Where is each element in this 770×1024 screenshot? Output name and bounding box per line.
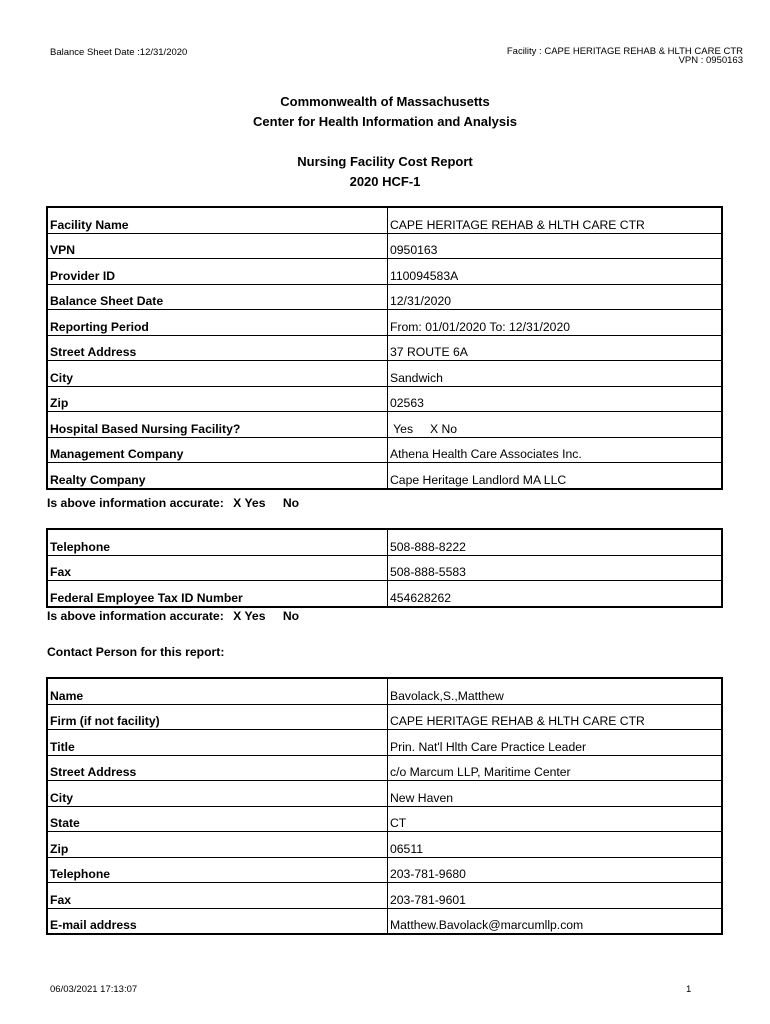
facility-row bbox=[47, 335, 722, 361]
contact-row bbox=[47, 781, 722, 807]
field-value: CAPE HERITAGE REHAB & HLTH CARE CTR bbox=[388, 207, 723, 233]
phone-row bbox=[47, 529, 722, 555]
field-value: Bavolack,S.,Matthew bbox=[388, 678, 723, 704]
facility-name-header: Facility : CAPE HERITAGE REHAB & HLTH CARE CTR bbox=[506, 46, 743, 57]
contact-heading: Contact Person for this report: bbox=[47, 645, 225, 659]
footer-timestamp: 06/03/2021 17:13:07 bbox=[50, 984, 138, 995]
contact-row bbox=[47, 755, 722, 781]
field-label: Balance Sheet Date bbox=[47, 284, 388, 310]
contact-row bbox=[47, 678, 722, 704]
field-label: Fax bbox=[47, 883, 388, 909]
field-label: Title bbox=[47, 730, 388, 756]
field-label: VPN bbox=[47, 233, 388, 259]
field-label: Zip bbox=[47, 386, 388, 412]
field-value: 06511 bbox=[388, 832, 723, 858]
accuracy-no: No bbox=[282, 496, 300, 510]
field-label: Fax bbox=[47, 555, 388, 581]
field-value: 203-781-9680 bbox=[388, 857, 723, 883]
contact-row bbox=[47, 883, 722, 909]
field-value: 454628262 bbox=[388, 581, 723, 607]
page-number: 1 bbox=[686, 984, 692, 995]
field-label: Facility Name bbox=[47, 207, 388, 233]
field-label: E-mail address bbox=[47, 908, 388, 934]
title-center: Center for Health Information and Analysis bbox=[253, 114, 517, 129]
facility-row bbox=[47, 412, 722, 438]
facility-row bbox=[47, 386, 722, 412]
field-value: From: 01/01/2020 To: 12/31/2020 bbox=[388, 310, 723, 336]
field-value: 0950163 bbox=[388, 233, 723, 259]
facility-info-table bbox=[46, 206, 723, 490]
field-value: New Haven bbox=[388, 781, 723, 807]
accuracy-note-2 bbox=[47, 609, 299, 623]
field-label: Hospital Based Nursing Facility? bbox=[47, 412, 388, 438]
title-report: Nursing Facility Cost Report bbox=[297, 154, 473, 169]
field-value: 110094583A bbox=[388, 259, 723, 285]
phone-row bbox=[47, 581, 722, 607]
field-value: 02563 bbox=[388, 386, 723, 412]
facility-row bbox=[47, 463, 722, 489]
field-label: Name bbox=[47, 678, 388, 704]
vpn-header: VPN : 0950163 bbox=[678, 55, 743, 66]
accuracy-no: No bbox=[282, 609, 300, 623]
field-label: Telephone bbox=[47, 857, 388, 883]
facility-row bbox=[47, 259, 722, 285]
contact-row bbox=[47, 908, 722, 934]
accuracy-question: Is above information accurate: bbox=[47, 609, 224, 623]
phone-info-table bbox=[46, 528, 723, 608]
field-value: 203-781-9601 bbox=[388, 883, 723, 909]
field-value: Matthew.Bavolack@marcumllp.com bbox=[388, 908, 723, 934]
facility-row bbox=[47, 233, 722, 259]
field-label: City bbox=[47, 781, 388, 807]
field-label: Street Address bbox=[47, 755, 388, 781]
field-value: c/o Marcum LLP, Maritime Center bbox=[388, 755, 723, 781]
accuracy-yes: X Yes bbox=[233, 496, 266, 510]
accuracy-question: Is above information accurate: bbox=[47, 496, 224, 510]
field-value: Athena Health Care Associates Inc. bbox=[388, 437, 723, 463]
contact-row bbox=[47, 730, 722, 756]
field-value: Cape Heritage Landlord MA LLC bbox=[388, 463, 723, 489]
contact-row bbox=[47, 806, 722, 832]
field-value: 37 ROUTE 6A bbox=[388, 335, 723, 361]
balance-sheet-date-header: Balance Sheet Date :12/31/2020 bbox=[50, 47, 188, 58]
facility-row bbox=[47, 207, 722, 233]
facility-header bbox=[507, 47, 743, 65]
field-label: Zip bbox=[47, 832, 388, 858]
contact-info-table bbox=[46, 677, 723, 935]
phone-row bbox=[47, 555, 722, 581]
field-value: 12/31/2020 bbox=[388, 284, 723, 310]
field-label: City bbox=[47, 361, 388, 387]
contact-row bbox=[47, 704, 722, 730]
field-label: Telephone bbox=[47, 529, 388, 555]
title-form: 2020 HCF-1 bbox=[349, 174, 421, 189]
field-label: Street Address bbox=[47, 335, 388, 361]
field-label: State bbox=[47, 806, 388, 832]
field-label: Management Company bbox=[47, 437, 388, 463]
field-value: Sandwich bbox=[388, 361, 723, 387]
contact-row bbox=[47, 857, 722, 883]
facility-row bbox=[47, 310, 722, 336]
title-commonwealth: Commonwealth of Massachusetts bbox=[280, 94, 490, 109]
field-value: CAPE HERITAGE REHAB & HLTH CARE CTR bbox=[388, 704, 723, 730]
field-value: Prin. Nat'l Hlth Care Practice Leader bbox=[388, 730, 723, 756]
field-label: Federal Employee Tax ID Number bbox=[47, 581, 388, 607]
field-label: Firm (if not facility) bbox=[47, 704, 388, 730]
field-value: Yes X No bbox=[388, 412, 723, 438]
field-label: Provider ID bbox=[47, 259, 388, 285]
field-label: Reporting Period bbox=[47, 310, 388, 336]
accuracy-note-1 bbox=[47, 496, 299, 510]
accuracy-yes: X Yes bbox=[233, 609, 266, 623]
facility-row bbox=[47, 361, 722, 387]
facility-row bbox=[47, 284, 722, 310]
contact-row bbox=[47, 832, 722, 858]
field-value: 508-888-8222 bbox=[388, 529, 723, 555]
field-value: CT bbox=[388, 806, 723, 832]
field-value: 508-888-5583 bbox=[388, 555, 723, 581]
facility-row bbox=[47, 437, 722, 463]
field-label: Realty Company bbox=[47, 463, 388, 489]
